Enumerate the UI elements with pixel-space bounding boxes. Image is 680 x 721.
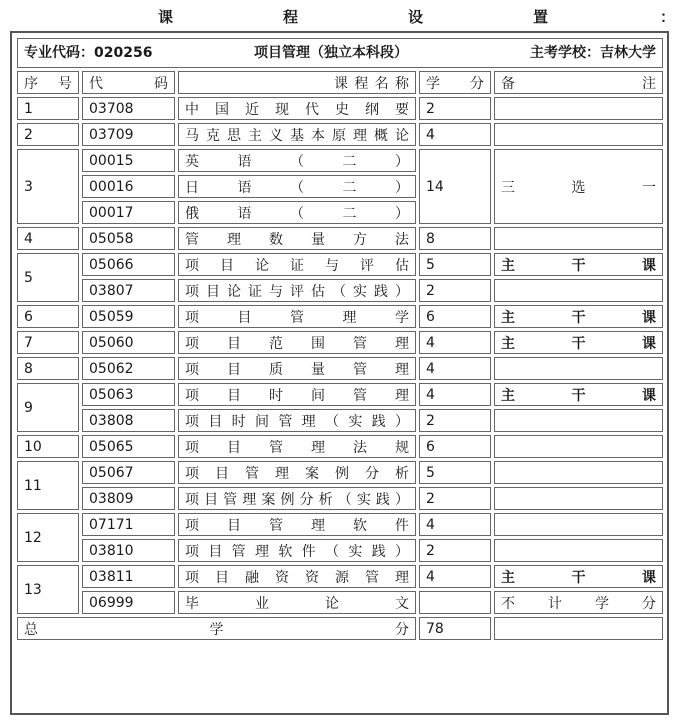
code-cell: 03807 [82,279,175,302]
seq-cell: 3 [17,149,79,224]
credit-cell: 2 [419,539,491,562]
major-header [17,38,663,68]
table-row [17,383,663,406]
seq-cell: 7 [17,331,79,354]
credit-cell: 6 [419,305,491,328]
credit-cell: 4 [419,357,491,380]
note-cell: 主干课 [494,383,663,406]
name-cell: 日语（二） [178,175,416,198]
title-char: 课 [158,8,174,26]
code-cell: 03808 [82,409,175,432]
name-cell: 中国近现代史纲要 [178,97,416,120]
code-cell: 06999 [82,591,175,614]
table-row [17,409,663,432]
name-cell: 英语（二） [178,149,416,172]
name-cell: 项目论证与评估（实践） [178,279,416,302]
table-row [17,591,663,614]
total-label: 总学分 [17,617,416,640]
name-cell: 项目质量管理 [178,357,416,380]
code-cell: 03708 [82,97,175,120]
col-credit: 学分 [419,71,491,94]
name-cell: 项目管理软件 [178,513,416,536]
credit-cell: 5 [419,253,491,276]
note-cell [494,487,663,510]
course-table [14,35,666,643]
major-code: 专业代码：020256 [24,45,153,61]
code-cell: 07171 [82,513,175,536]
note-cell: 主干课 [494,305,663,328]
title-char: 程 [283,8,299,26]
total-note [494,617,663,640]
table-row [17,305,663,328]
name-cell: 项目论证与评估 [178,253,416,276]
code-cell: 05063 [82,383,175,406]
name-cell: 项目范围管理 [178,331,416,354]
note-cell: 三选一 [494,149,663,224]
seq-cell: 6 [17,305,79,328]
table-row [17,97,663,120]
name-cell: 项目管理法规 [178,435,416,458]
code-cell: 05060 [82,331,175,354]
table-row [17,565,663,588]
credit-cell: 8 [419,227,491,250]
credit-cell: 2 [419,97,491,120]
code-cell: 00017 [82,201,175,224]
name-cell: 项目融资资源管理 [178,565,416,588]
page-title [0,6,680,28]
note-cell [494,279,663,302]
name-cell: 项目管理软件（实践） [178,539,416,562]
code-cell: 05062 [82,357,175,380]
name-cell: 项目时间管理（实践） [178,409,416,432]
credit-cell: 14 [419,149,491,224]
code-cell: 05065 [82,435,175,458]
credit-cell: 4 [419,383,491,406]
col-code: 代码 [82,71,175,94]
credit-cell: 4 [419,123,491,146]
seq-cell: 10 [17,435,79,458]
table-row [17,149,663,172]
title-char: ： [660,8,676,26]
seq-cell: 5 [17,253,79,302]
code-cell: 05067 [82,461,175,484]
name-cell: 俄语（二） [178,201,416,224]
credit-cell: 4 [419,331,491,354]
name-cell: 项目管理案例分析（实践） [178,487,416,510]
credit-cell: 4 [419,513,491,536]
name-cell: 项目管理学 [178,305,416,328]
note-cell: 主干课 [494,331,663,354]
name-cell: 项目管理案例分析 [178,461,416,484]
credit-cell [419,591,491,614]
code-cell: 05059 [82,305,175,328]
seq-cell: 11 [17,461,79,510]
seq-cell: 9 [17,383,79,432]
note-cell [494,539,663,562]
table-row [17,461,663,484]
table-row [17,227,663,250]
table-row [17,487,663,510]
credit-cell: 4 [419,565,491,588]
note-cell: 主干课 [494,253,663,276]
major-name: 项目管理（独立本科段） [254,45,408,61]
title-char: 设 [408,8,424,26]
code-cell: 03811 [82,565,175,588]
table-row [17,435,663,458]
code-cell: 05066 [82,253,175,276]
seq-cell: 12 [17,513,79,562]
col-note: 备注 [494,71,663,94]
credit-cell: 2 [419,279,491,302]
note-cell [494,435,663,458]
table-row [17,357,663,380]
note-cell [494,513,663,536]
name-cell: 马克思主义基本原理概论 [178,123,416,146]
table-row [17,253,663,276]
major-school: 主考学校：吉林大学 [530,45,657,61]
credit-cell: 2 [419,487,491,510]
total-value: 78 [419,617,491,640]
seq-cell: 13 [17,565,79,614]
note-cell [494,123,663,146]
note-cell [494,97,663,120]
note-cell: 不计学分 [494,591,663,614]
seq-cell: 1 [17,97,79,120]
code-cell: 03810 [82,539,175,562]
title-char: 置 [533,8,549,26]
table-row [17,123,663,146]
code-cell: 03709 [82,123,175,146]
table-row [17,279,663,302]
name-cell: 项目时间管理 [178,383,416,406]
note-cell [494,357,663,380]
column-header-row [17,71,663,94]
note-cell [494,227,663,250]
code-cell: 00015 [82,149,175,172]
note-cell: 主干课 [494,565,663,588]
code-cell: 00016 [82,175,175,198]
note-cell [494,461,663,484]
seq-cell: 8 [17,357,79,380]
code-cell: 03809 [82,487,175,510]
credit-cell: 6 [419,435,491,458]
note-cell [494,409,663,432]
credit-cell: 2 [419,409,491,432]
name-cell: 管理数量方法 [178,227,416,250]
table-row [17,513,663,536]
table-row [17,539,663,562]
seq-cell: 2 [17,123,79,146]
total-row [17,617,663,640]
col-seq: 序号 [17,71,79,94]
seq-cell: 4 [17,227,79,250]
col-name: 课程名称 [178,71,416,94]
credit-cell: 5 [419,461,491,484]
table-row [17,331,663,354]
code-cell: 05058 [82,227,175,250]
name-cell: 毕业论文 [178,591,416,614]
